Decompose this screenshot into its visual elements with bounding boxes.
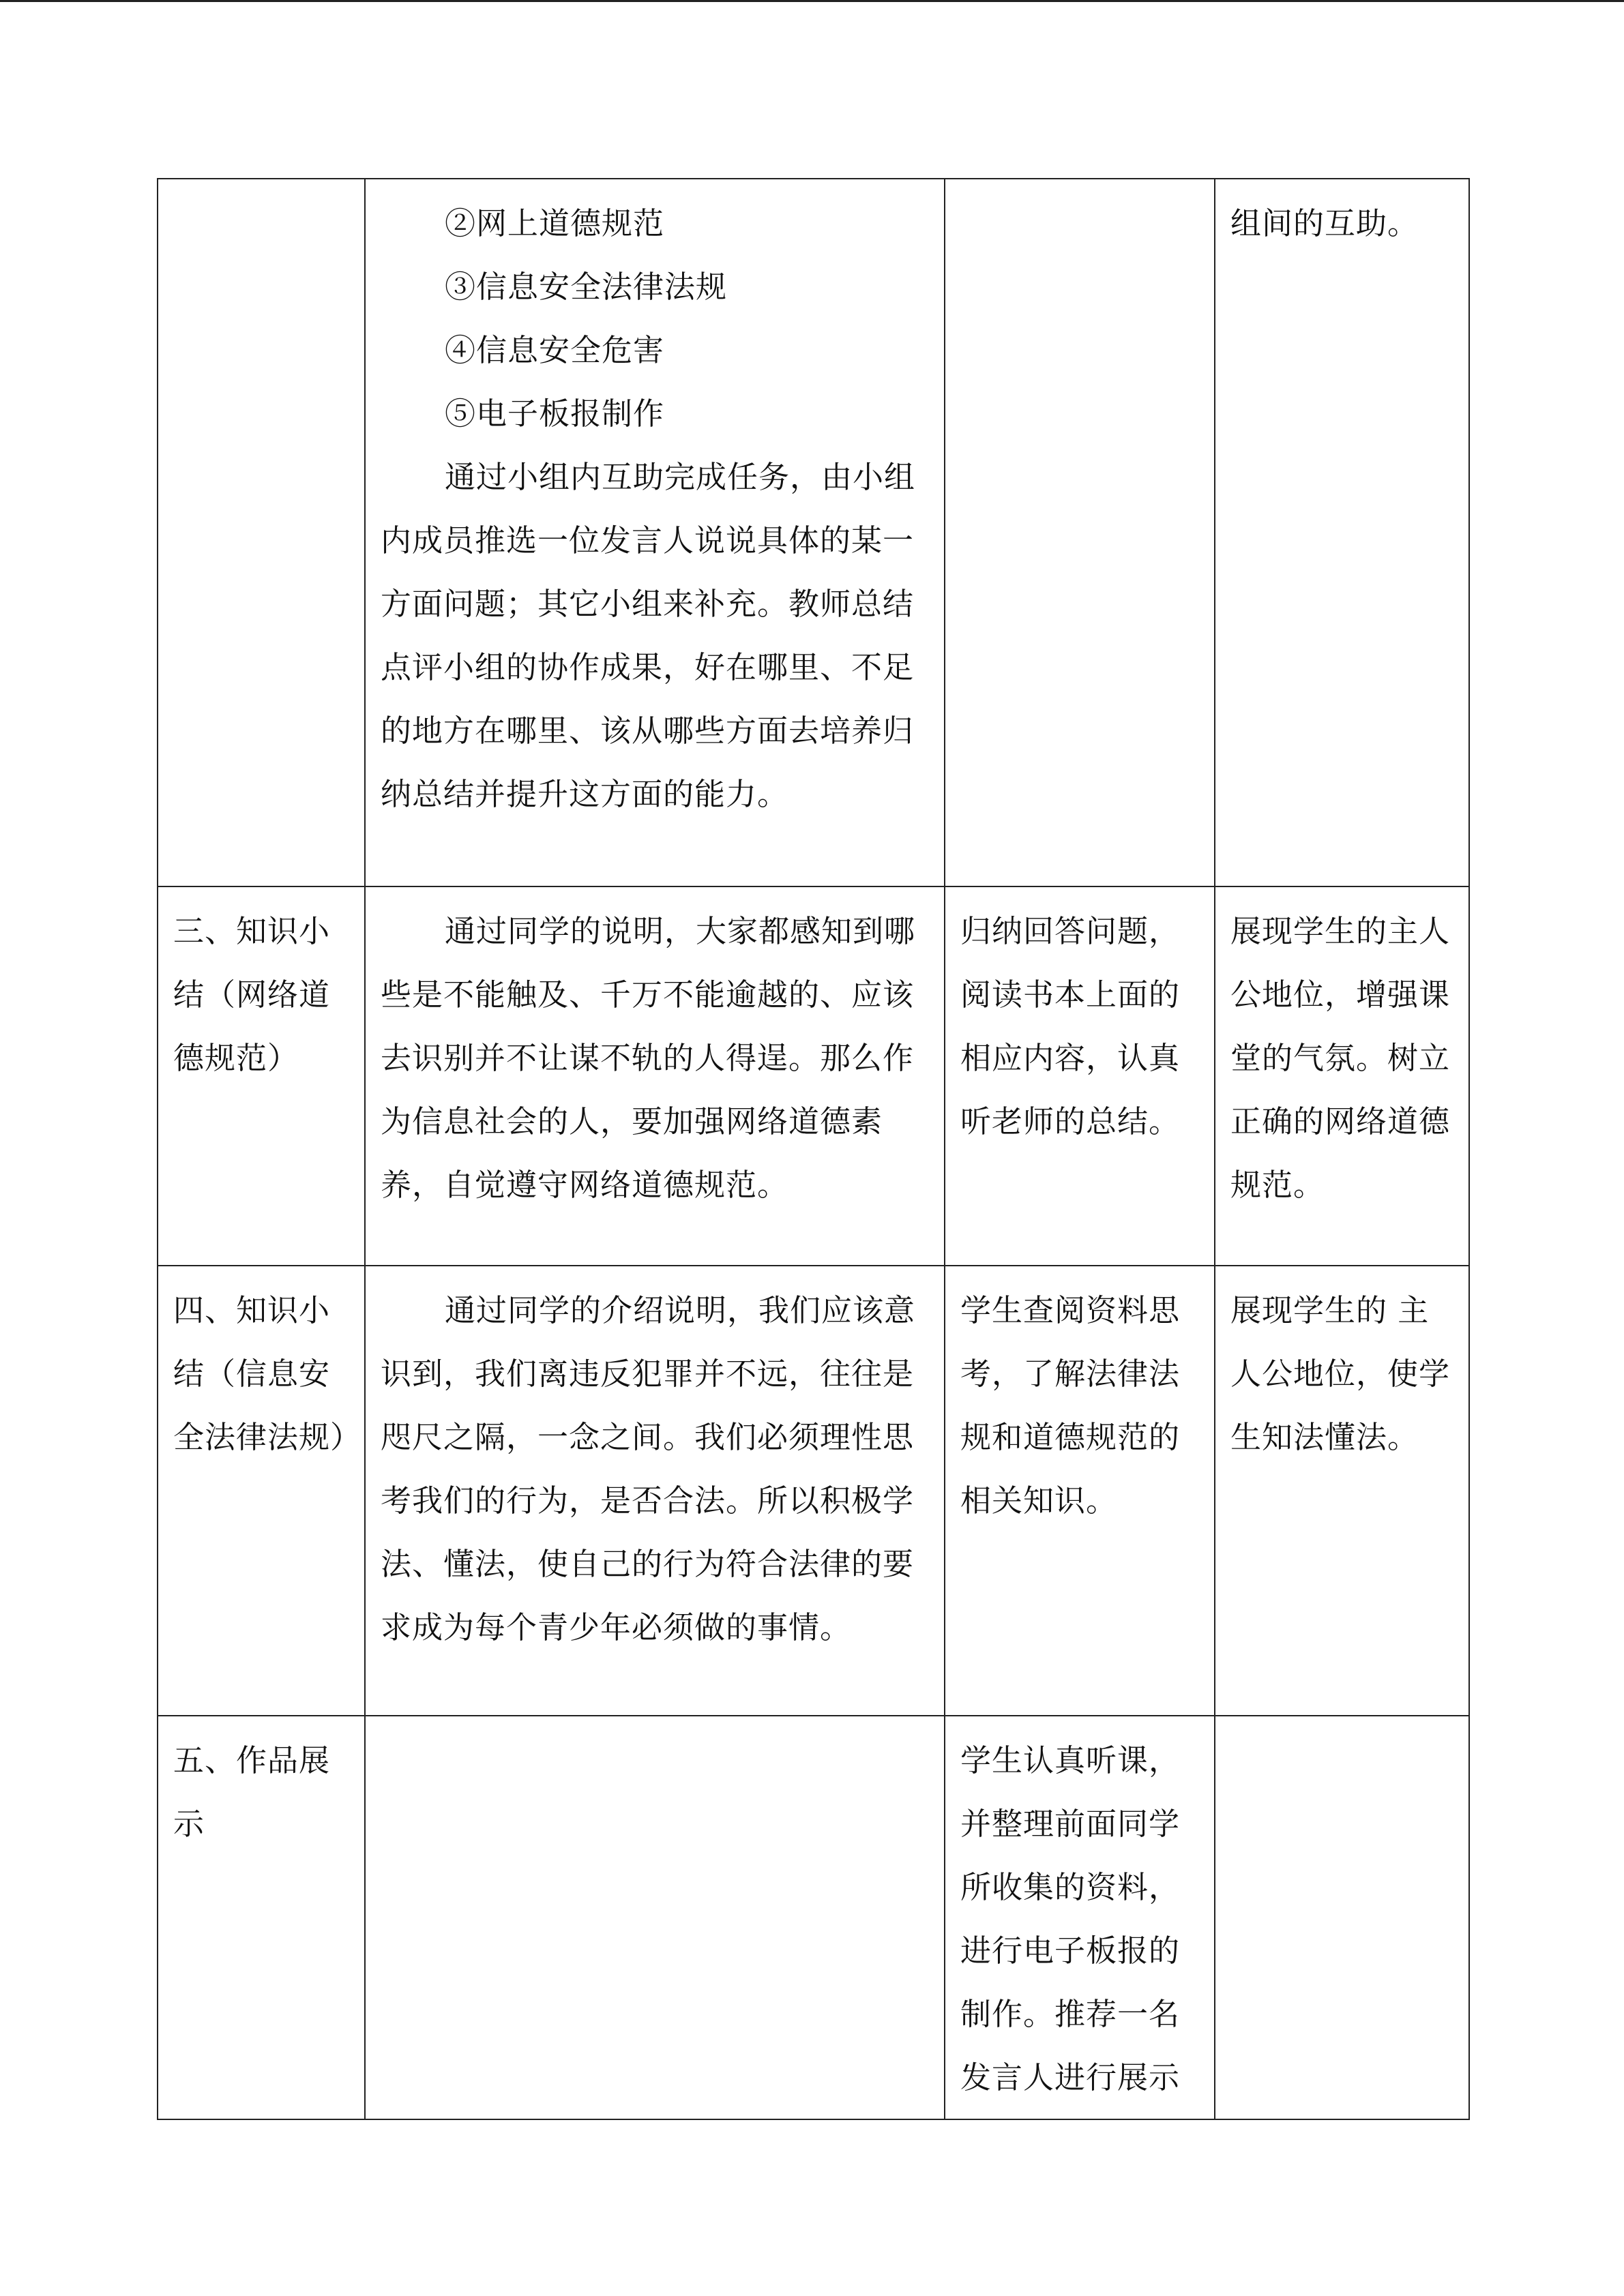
teacher-activity-cell [365,886,945,1266]
lesson-plan-table [157,178,1470,2120]
design-intent-text: 展现学生的 主人公地位，使学生知法懂法。 [1230,1292,1451,1455]
teacher-activity-text: 通过小组内互助完成任务，由小组内成员推选一位发言人说说具体的某一方面问题；其它小组来补充。教师总结点评小组的协作成果，好在哪里、不足的地方在哪里、该从哪些方面去培养归纳总结并提升这方面的能力。 [381,459,916,812]
stage-text: 四、知识小结（信息安全法律法规） [173,1292,362,1455]
stage-cell [158,179,365,886]
page-top-border [0,0,1624,2]
design-intent-cell [1215,1716,1469,2119]
stage-text: 三、知识小结（网络道德规范） [173,913,331,1076]
table-row [158,886,1469,1266]
student-activity-cell [945,1716,1215,2119]
teacher-activity-cell [365,1266,945,1716]
student-activity-text: 归纳回答问题，阅读书本上面的相应内容，认真听老师的总结。 [960,913,1181,1139]
teacher-activity-cell [365,179,945,886]
stage-cell [158,886,365,1266]
student-activity-text: 学生查阅资料思考，了解法律法规和道德规范的相关知识。 [960,1292,1181,1519]
design-intent-cell [1215,1266,1469,1716]
design-intent-text: 组间的互助。 [1230,205,1419,241]
table-row [158,1716,1469,2119]
student-activity-cell [945,886,1215,1266]
list-item: ④信息安全危害 [445,332,665,368]
design-intent-cell [1215,886,1469,1266]
student-activity-text: 学生认真听课，并整理前面同学所收集的资料，进行电子板报的制作。推荐一名发言人进行展示 [960,1742,1181,2096]
student-activity-cell [945,1266,1215,1716]
design-intent-text: 展现学生的主人公地位，增强课堂的气氛。树立正确的网络道德规范。 [1230,913,1451,1203]
list-item: ⑤电子板报制作 [445,396,665,432]
teacher-activity-cell [365,1716,945,2119]
stage-cell [158,1716,365,2119]
design-intent-cell [1215,179,1469,886]
list-item: ③信息安全法律法规 [445,269,728,305]
teacher-activity-text: 通过同学的说明，大家都感知到哪些是不能触及、千万不能逾越的、应该去识别并不让谋不轨的人得逞。那么作为信息社会的人，要加强网络道德素养，自觉遵守网络道德规范。 [381,913,916,1203]
student-activity-cell [945,179,1215,886]
table-row [158,1266,1469,1716]
stage-cell [158,1266,365,1716]
stage-text: 五、作品展示 [173,1742,331,1842]
teacher-activity-text: 通过同学的介绍说明，我们应该意识到，我们离违反犯罪并不远，往往是咫尺之隔，一念之间。我们必须理性思考我们的行为，是否合法。所以积极学法、懂法，使自己的行为符合法律的要求成为每个青少年必须做的事情。 [381,1292,916,1645]
table-row [158,179,1469,886]
list-item: ②网上道德规范 [445,205,665,241]
